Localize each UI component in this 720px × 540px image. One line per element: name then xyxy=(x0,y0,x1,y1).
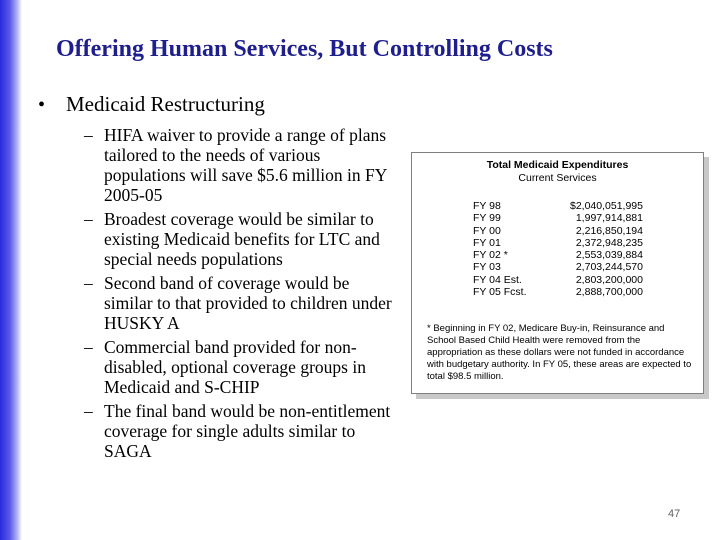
sub-bullet xyxy=(84,125,396,205)
amount: 2,703,244,570 xyxy=(575,261,643,274)
sub-bullet-text: HIFA waiver to provide a range of plans tailored to the needs of various populations will save $5.6 million in FY 2005-05 xyxy=(104,125,387,205)
left-accent-bar xyxy=(0,0,22,540)
amount: 2,888,700,000 xyxy=(575,286,643,299)
main-bullet-text: Medicaid Restructuring xyxy=(66,92,265,116)
expenditure-row xyxy=(473,274,643,286)
expenditure-row xyxy=(473,261,643,273)
panel-title-line2: Current Services xyxy=(518,172,597,184)
bullet-marker: • xyxy=(38,94,46,116)
amount: $2,040,051,995 xyxy=(570,200,643,212)
fiscal-year: FY 99 xyxy=(473,212,501,225)
expenditures-panel xyxy=(411,152,704,394)
dash-marker: – xyxy=(84,125,93,145)
sub-bullet-text: Second band of coverage would be similar to that provided to children under HUSKY A xyxy=(104,273,392,333)
expenditure-row xyxy=(473,200,643,212)
page-number: 47 xyxy=(668,508,681,520)
fiscal-year: FY 01 xyxy=(473,236,501,249)
panel-title-line1: Total Medicaid Expenditures xyxy=(486,159,629,171)
main-bullet xyxy=(38,92,265,117)
panel-title xyxy=(412,159,703,185)
dash-marker: – xyxy=(84,209,93,229)
sub-bullet-list xyxy=(84,125,396,465)
fiscal-year: FY 98 xyxy=(473,200,501,212)
expenditure-row xyxy=(473,237,643,249)
fiscal-year: FY 00 xyxy=(473,224,501,237)
panel-footnote: * Beginning in FY 02, Medicare Buy-in, Reinsurance and School Based Child Health were removed from the appropriation as these dollars were not funded in accordance with budgetary authority. In FY 05, these areas are expected to total $98.5 million. xyxy=(427,323,692,382)
sub-bullet xyxy=(84,209,396,269)
dash-marker: – xyxy=(84,337,93,357)
expenditure-table xyxy=(473,200,643,298)
fiscal-year: FY 02 * xyxy=(473,249,508,262)
sub-bullet-text: Commercial band provided for non-disabled, optional coverage groups in Medicaid and S-CHIP xyxy=(104,337,366,397)
fiscal-year: FY 03 xyxy=(473,261,501,274)
amount: 2,216,850,194 xyxy=(575,224,643,237)
amount: 1,997,914,881 xyxy=(575,212,643,225)
expenditure-row xyxy=(473,286,643,298)
sub-bullet-text: The final band would be non-entitlement coverage for single adults similar to SAGA xyxy=(104,401,391,461)
slide-title: Offering Human Services, But Controlling Costs xyxy=(56,36,553,62)
expenditure-row xyxy=(473,249,643,261)
amount: 2,553,039,884 xyxy=(575,249,643,262)
dash-marker: – xyxy=(84,401,93,421)
sub-bullet xyxy=(84,273,396,333)
sub-bullet xyxy=(84,401,396,461)
expenditure-row xyxy=(473,225,643,237)
expenditure-row xyxy=(473,212,643,224)
dash-marker: – xyxy=(84,273,93,293)
amount: 2,803,200,000 xyxy=(575,273,643,286)
sub-bullet xyxy=(84,337,396,397)
fiscal-year: FY 04 Est. xyxy=(473,273,522,286)
fiscal-year: FY 05 Fcst. xyxy=(473,286,527,299)
amount: 2,372,948,235 xyxy=(575,236,643,249)
sub-bullet-text: Broadest coverage would be similar to existing Medicaid benefits for LTC and special needs populations xyxy=(104,209,380,269)
